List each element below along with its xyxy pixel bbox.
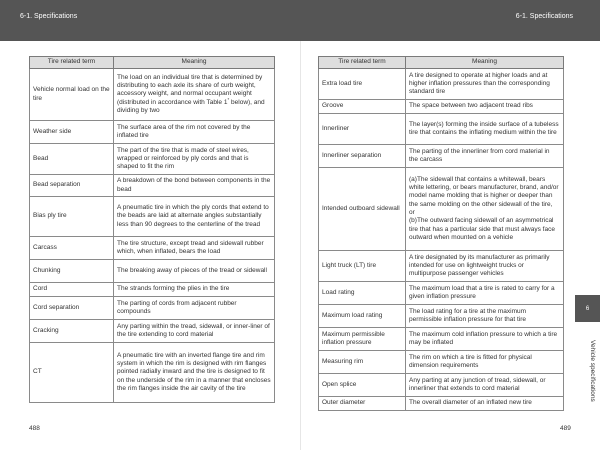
term-cell: Extra load tire bbox=[319, 69, 406, 100]
table-row bbox=[319, 168, 564, 251]
term-cell: Groove bbox=[319, 100, 406, 114]
meaning-cell: A tire designated by its manufacturer as primarily intended for use on lightweight trucks or multipurpose passenger vehicles bbox=[406, 251, 564, 282]
meaning-cell: The tire structure, except tread and sidewall rubber which, when inflated, bears the load bbox=[114, 237, 275, 260]
meaning-cell: The parting of the innerliner from cord material in the carcass bbox=[406, 145, 564, 168]
term-column-header: Tire related term bbox=[319, 57, 406, 69]
meaning-cell: The maximum cold inflation pressure to which a tire may be inflated bbox=[406, 328, 564, 351]
table-header-row bbox=[30, 57, 275, 69]
term-cell: CT bbox=[30, 343, 114, 403]
meaning-column-header: Meaning bbox=[114, 57, 275, 69]
term-cell: Bias ply tire bbox=[30, 197, 114, 237]
table-row bbox=[319, 145, 564, 168]
meaning-cell: The load on an individual tire that is determined by distributing to each axle its share of curb weight, accessory weight, and normal occupant weight (distributed in accordance with Table 1* below), and dividing by two bbox=[114, 69, 275, 121]
term-cell: Maximum permissible inflation pressure bbox=[319, 328, 406, 351]
table-row bbox=[30, 69, 275, 121]
term-cell: Innerliner bbox=[319, 114, 406, 145]
table-row bbox=[30, 197, 275, 237]
term-cell: Open splice bbox=[319, 374, 406, 397]
left-page-number: 488 bbox=[29, 425, 40, 432]
table-row bbox=[30, 297, 275, 320]
meaning-cell: The load rating for a tire at the maximum permissible inflation pressure for that tire bbox=[406, 305, 564, 328]
table-row bbox=[319, 305, 564, 328]
meaning-cell: The space between two adjacent tread ribs bbox=[406, 100, 564, 114]
term-cell: Load rating bbox=[319, 282, 406, 305]
meaning-cell: The parting of cords from adjacent rubber compounds bbox=[114, 297, 275, 320]
meaning-cell: A breakdown of the bond between components in the bead bbox=[114, 175, 275, 197]
table-row bbox=[30, 144, 275, 175]
table-row bbox=[319, 328, 564, 351]
right-page-header: 6-1. Specifications bbox=[515, 13, 573, 20]
meaning-cell: Any parting at any junction of tread, sidewall, or innerliner that extends to cord material bbox=[406, 374, 564, 397]
term-cell: Carcass bbox=[30, 237, 114, 260]
meaning-column-header: Meaning bbox=[406, 57, 564, 69]
table-row bbox=[319, 100, 564, 114]
table-row bbox=[319, 397, 564, 411]
table-row bbox=[319, 69, 564, 100]
table-row bbox=[319, 282, 564, 305]
meaning-cell: The maximum load that a tire is rated to carry for a given inflation pressure bbox=[406, 282, 564, 305]
term-cell: Chunking bbox=[30, 260, 114, 283]
table-row bbox=[30, 237, 275, 260]
right-spec-table bbox=[318, 56, 564, 411]
meaning-cell: The part of the tire that is made of steel wires, wrapped or reinforced by ply cords and that is shaped to fit the rim bbox=[114, 144, 275, 175]
header-bar bbox=[0, 0, 600, 41]
meaning-cell: The overall diameter of an inflated new tire bbox=[406, 397, 564, 411]
term-cell: Cracking bbox=[30, 320, 114, 343]
term-cell: Bead bbox=[30, 144, 114, 175]
table-row bbox=[30, 320, 275, 343]
meaning-cell: A tire designed to operate at higher loads and at higher inflation pressures than the corresponding standard tire bbox=[406, 69, 564, 100]
footnote-marker: * bbox=[227, 96, 230, 102]
left-spec-table bbox=[29, 56, 275, 403]
meaning-cell: A pneumatic tire with an inverted flange tire and rim system in which the rim is designed with rim flanges pointed radially inward and the tire is designed to fit on the underside of the rim in a manner that encloses the rim flanges inside the air cavity of the tire bbox=[114, 343, 275, 403]
left-page-header: 6-1. Specifications bbox=[20, 13, 78, 20]
term-cell: Light truck (LT) tire bbox=[319, 251, 406, 282]
table-row bbox=[30, 260, 275, 283]
term-cell: Vehicle normal load on the tire bbox=[30, 69, 114, 121]
page-divider bbox=[300, 41, 301, 450]
term-cell: Maximum load rating bbox=[319, 305, 406, 328]
meaning-cell: The rim on which a tire is fitted for physical dimension requirements bbox=[406, 351, 564, 374]
meaning-cell: The surface area of the rim not covered by the inflated tire bbox=[114, 121, 275, 144]
meaning-cell: The breaking away of pieces of the tread or sidewall bbox=[114, 260, 275, 283]
table-row bbox=[319, 351, 564, 374]
chapter-tab-label: Vehicle specifications bbox=[589, 340, 596, 402]
term-cell: Cord bbox=[30, 283, 114, 297]
term-cell: Innerliner separation bbox=[319, 145, 406, 168]
chapter-tab[interactable] bbox=[575, 295, 600, 322]
term-cell: Intended outboard sidewall bbox=[319, 168, 406, 251]
term-cell: Weather side bbox=[30, 121, 114, 144]
chapter-tab-number: 6 bbox=[585, 305, 590, 312]
meaning-cell: The layer(s) forming the inside surface of a tubeless tire that contains the inflating medium within the tire bbox=[406, 114, 564, 145]
table-row bbox=[30, 121, 275, 144]
meaning-cell: (a)The sidewall that contains a whitewall, bears white lettering, or bears manufacturer, brand, and/or model name molding that is higher or deeper than the same molding on the other sidewall of the tire, or (b)The outward facing sidewall of an asymmetrical tire that has a particular side that must always face outward when mounted on a vehicle bbox=[406, 168, 564, 251]
term-cell: Cord separation bbox=[30, 297, 114, 320]
table-row bbox=[30, 283, 275, 297]
table-header-row bbox=[319, 57, 564, 69]
table-row bbox=[319, 114, 564, 145]
table-row bbox=[319, 251, 564, 282]
table-row bbox=[30, 175, 275, 197]
term-cell: Measuring rim bbox=[319, 351, 406, 374]
meaning-cell: Any parting within the tread, sidewall, or inner-liner of the tire extending to cord material bbox=[114, 320, 275, 343]
meaning-cell: A pneumatic tire in which the ply cords that extend to the beads are laid at alternate angles substantially less than 90 degrees to the centerline of the tread bbox=[114, 197, 275, 237]
table-row bbox=[319, 374, 564, 397]
term-cell: Bead separation bbox=[30, 175, 114, 197]
meaning-cell: The strands forming the plies in the tire bbox=[114, 283, 275, 297]
term-column-header: Tire related term bbox=[30, 57, 114, 69]
table-row bbox=[30, 343, 275, 403]
term-cell: Outer diameter bbox=[319, 397, 406, 411]
right-page-number: 489 bbox=[560, 425, 571, 432]
